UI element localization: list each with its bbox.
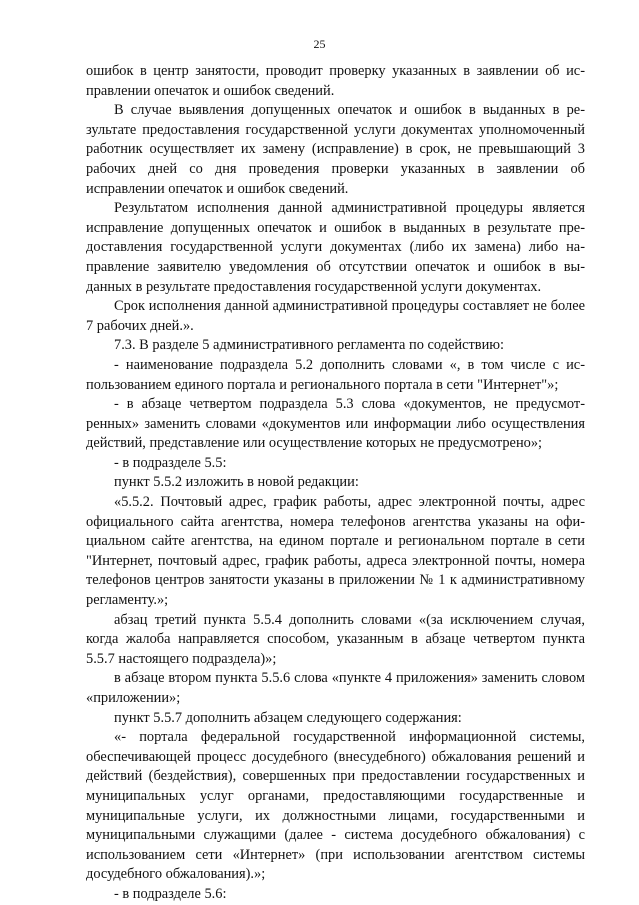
paragraph: пункт 5.5.7 дополнить абзацем следующего содержания:	[114, 709, 462, 726]
paragraph: - в абзаце четвертом подраздела 5.3 слова «документов, не предусмотренных» заменить словами «документов или информации либо осуществления действий, представление или осуществление которых не предусмотрено»;	[86, 396, 585, 452]
paragraph: ошибок в центр занятости, проводит проверку указанных в заявлении об исправлении опечаток и ошибок сведений.	[86, 63, 585, 99]
paragraph: - в подразделе 5.5:	[114, 454, 227, 471]
page-number: 25	[313, 37, 326, 51]
paragraph: - наименование подраздела 5.2 дополнить словами «, в том числе с использованием единого портала и регионального портала в сети "Интернет"»;	[86, 356, 585, 393]
paragraph: Результатом исполнения данной административной процедуры является исправление допущенных опечаток и ошибок в выданных в результате предоставления государственной услуги документах (либо их замена) либо направление заявителю уведомления об отсутствии опечаток и ошибок в выданных в результате предоставления государственной услуги документах.	[86, 200, 585, 295]
paragraph: 7.3. В разделе 5 административного регламента по содействию:	[114, 337, 505, 354]
paragraph: В случае выявления допущенных опечаток и ошибок в выданных в результате предоставления государственной услуги документах уполномоченный работник осуществляет их замену (исправление) в срок, не превышающий 3 рабочих дней со дня проведения проверки указанных в заявлении об исправлении опечаток и ошибок сведений.	[86, 102, 585, 197]
document-body	[86, 62, 585, 905]
paragraph: - в подразделе 5.6:	[114, 885, 227, 902]
paragraph: абзац третий пункта 5.5.4 дополнить словами «(за исключением случая, когда жалоба направляется способом, указанным в абзаце четвертом пункта 5.5.7 настоящего подраздела)»;	[86, 611, 585, 667]
paragraph: пункт 5.5.2 изложить в новой редакции:	[114, 474, 359, 491]
paragraph: «5.5.2. Почтовый адрес, график работы, адрес электронной почты, адрес официального сайта агентства, номера телефонов агентства указаны на официальном сайте агентства, на едином портале и региональном портале в сети "Интернет, почтовый адрес, график работы, адреса электронной почты, номера телефонов центров занятости указаны в приложении № 1 к административному регламенту.»;	[86, 494, 585, 609]
paragraph: Срок исполнения данной административной процедуры составляет не более 7 рабочих дней.».	[86, 298, 585, 334]
paragraph: в абзаце втором пункта 5.5.6 слова «пункте 4 приложения» заменить словом «приложении»;	[86, 670, 585, 706]
paragraph: «- портала федеральной государственной информационной системы, обеспечивающей процесс досудебного (внесудебного) обжалования решений и действий (бездействия), совершенных при предоставлении государственных и муниципальных услуг органами, предоставляющими государственные и муниципальные услуги, их должностными лицами, государственными и муниципальными служащими (далее - система досудебного обжалования) с использованием сети «Интернет» (при использовании агентством системы досудебного обжалования).»;	[86, 729, 585, 883]
